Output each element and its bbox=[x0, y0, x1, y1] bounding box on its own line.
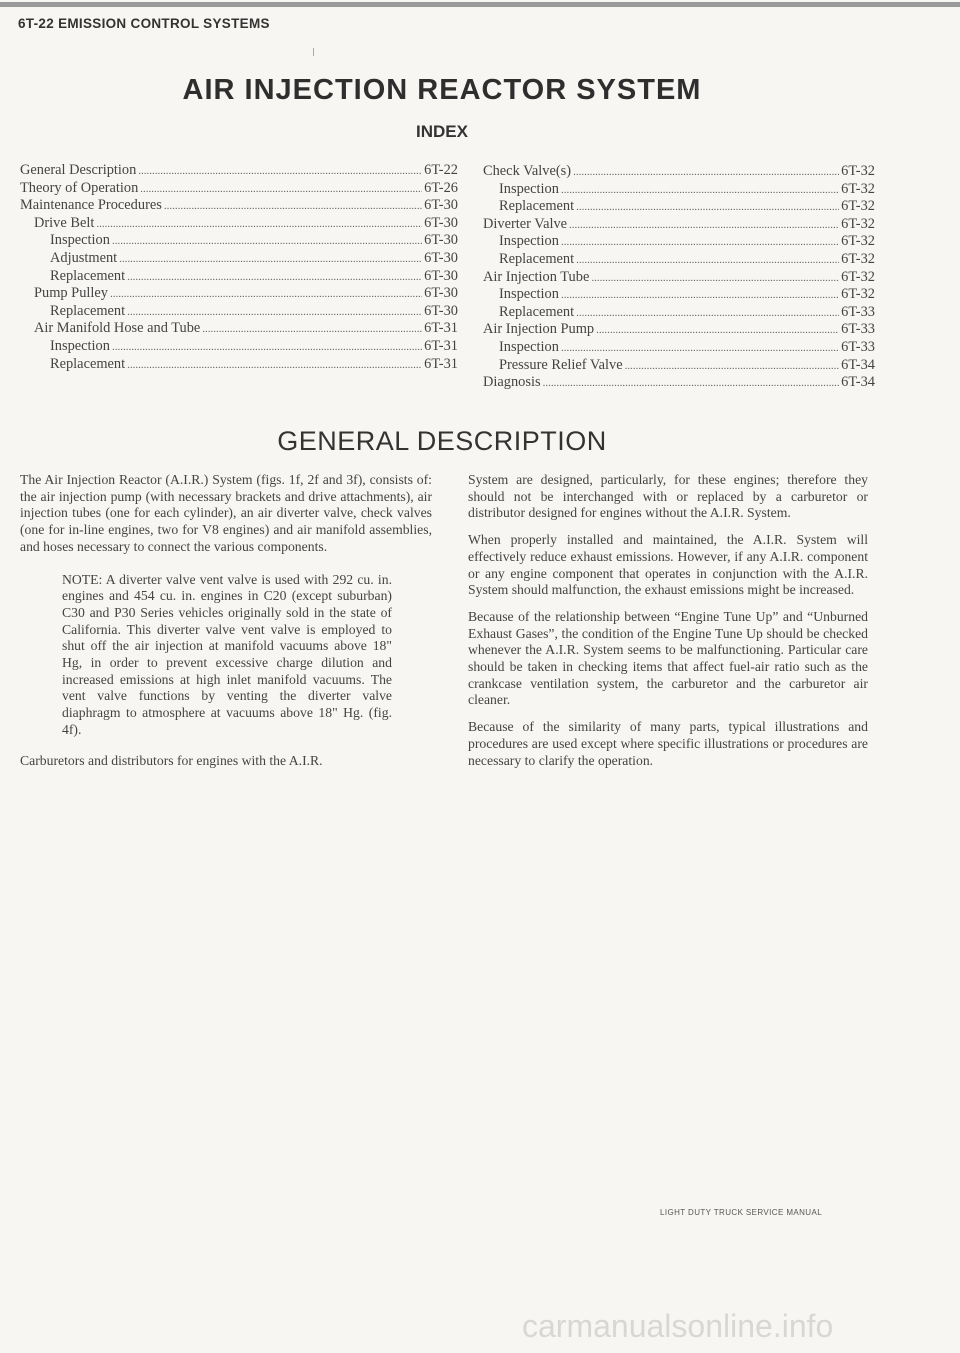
index-entry-page: 6T-34 bbox=[841, 356, 875, 373]
dot-leader bbox=[96, 215, 422, 234]
index-entry-page: 6T-30 bbox=[424, 302, 458, 319]
index-entry-page: 6T-33 bbox=[841, 321, 875, 338]
note-paragraph: NOTE: A diverter valve vent valve is used with 292 cu. in. engines and 454 cu. in. engines in C20 (except suburban) C30 and P30 Series vehicles originally sold in the state of California. This diverter valve vent valve is employed to shut off the air injection at manifold vacuums above 18" Hg, in order to prevent excessive charge dilution and increased emissions at high inlet manifold vacuums. The vent valve functions by venting the diverter valve diaphragm to atmosphere at vacuums above 18" Hg. (fig. 4f). bbox=[62, 571, 392, 737]
dot-leader bbox=[543, 374, 840, 393]
index-entry bbox=[20, 215, 458, 233]
index-entry bbox=[483, 251, 875, 269]
index-entry-label: Replacement bbox=[499, 198, 575, 215]
dot-leader bbox=[561, 339, 839, 358]
index-entry bbox=[20, 356, 458, 374]
dot-leader bbox=[576, 251, 839, 270]
index-entry bbox=[20, 197, 458, 215]
index-entry-page: 6T-22 bbox=[424, 162, 458, 178]
index-entry-page: 6T-32 bbox=[841, 268, 875, 285]
index-entry-page: 6T-26 bbox=[424, 179, 458, 196]
dot-leader bbox=[110, 285, 422, 304]
dot-leader bbox=[127, 268, 422, 287]
index-entry bbox=[483, 181, 875, 199]
index-entry bbox=[483, 339, 875, 357]
index-entry-page: 6T-32 bbox=[841, 163, 875, 179]
scan-mark bbox=[313, 48, 314, 56]
index-entry-label: Replacement bbox=[499, 250, 575, 267]
index-left-column bbox=[20, 162, 458, 373]
paragraph: Because of the relationship between “Engine Tune Up” and “Unburned Exhaust Gases”, the condition of the Engine Tune Up should be checked whenever the A.I.R. System seems to be malfunctioning. Particular care should be taken in checking items that affect fuel-air ratio such as the crankcase ventilation system, the carburetor and the carburetor air cleaner. bbox=[468, 608, 868, 708]
dot-leader bbox=[561, 233, 839, 252]
index-entry-label: General Description bbox=[20, 162, 137, 178]
body-right-column bbox=[468, 472, 868, 779]
index-entry-page: 6T-30 bbox=[424, 232, 458, 249]
index-entry-label: Air Manifold Hose and Tube bbox=[34, 320, 201, 337]
index-entry bbox=[483, 304, 875, 322]
dot-leader bbox=[561, 181, 839, 200]
index-entry-label: Diagnosis bbox=[483, 374, 541, 391]
index-entry-label: Diverter Valve bbox=[483, 215, 568, 232]
index-entry-page: 6T-31 bbox=[424, 337, 458, 354]
index-entry-page: 6T-31 bbox=[424, 355, 458, 372]
index-entry-page: 6T-34 bbox=[841, 374, 875, 391]
dot-leader bbox=[573, 163, 839, 182]
index-entry-label: Inspection bbox=[499, 180, 559, 197]
index-entry-page: 6T-33 bbox=[841, 303, 875, 320]
index-entry-page: 6T-32 bbox=[841, 215, 875, 232]
section-heading: GENERAL DESCRIPTION bbox=[277, 426, 607, 456]
index-entry bbox=[20, 285, 458, 303]
index-entry-page: 6T-30 bbox=[424, 197, 458, 214]
dot-leader bbox=[591, 269, 839, 288]
index-entry bbox=[20, 268, 458, 286]
index-entry-label: Theory of Operation bbox=[20, 179, 139, 196]
index-entry-page: 6T-30 bbox=[424, 214, 458, 231]
index-entry-label: Adjustment bbox=[50, 249, 118, 266]
index-entry-label: Air Injection Pump bbox=[483, 321, 595, 338]
index-entry-label: Maintenance Procedures bbox=[20, 197, 162, 214]
index-entry bbox=[20, 232, 458, 250]
paragraph: System are designed, particularly, for these engines; therefore they should not be interchanged with or replaced by a carburetor or distributor designed for engines without the A.I.R. System. bbox=[468, 472, 868, 521]
index-entry bbox=[483, 269, 875, 287]
page-title: AIR INJECTION REACTOR SYSTEM bbox=[182, 74, 702, 106]
paragraph: Because of the similarity of many parts, typical illustrations and procedures are used except where specific illustrations or procedures are necessary to clarify the operation. bbox=[468, 719, 868, 768]
dot-leader bbox=[576, 304, 839, 323]
index-entry-label: Air Injection Tube bbox=[483, 268, 590, 285]
index-entry-page: 6T-30 bbox=[424, 267, 458, 284]
watermark: carmanualsonline.info bbox=[522, 1308, 834, 1344]
dot-leader bbox=[202, 320, 422, 339]
index-entry-page: 6T-30 bbox=[424, 249, 458, 266]
index-entry-page: 6T-32 bbox=[841, 198, 875, 215]
index-entry-page: 6T-32 bbox=[841, 286, 875, 303]
body-left-column bbox=[20, 472, 432, 779]
dot-leader bbox=[119, 250, 422, 269]
index-entry bbox=[20, 250, 458, 268]
index-entry-label: Inspection bbox=[499, 286, 559, 303]
index-entry-label: Drive Belt bbox=[34, 214, 95, 231]
index-entry bbox=[20, 180, 458, 198]
index-entry-page: 6T-32 bbox=[841, 180, 875, 197]
index-entry bbox=[483, 357, 875, 375]
dot-leader bbox=[576, 198, 839, 217]
paragraph: When properly installed and maintained, the A.I.R. System will effectively reduce exhaust emissions. However, if any A.I.R. component or any engine component that operates in conjunction with the A.I.R. System should malfunction, the exhaust emissions might be increased. bbox=[468, 532, 868, 598]
index-entry-label: Pressure Relief Valve bbox=[499, 356, 623, 373]
index-entry bbox=[20, 320, 458, 338]
index-right-column bbox=[483, 163, 875, 392]
index-entry-label: Pump Pulley bbox=[34, 285, 108, 302]
index-entry bbox=[20, 303, 458, 321]
dot-leader bbox=[625, 357, 840, 376]
dot-leader bbox=[127, 356, 422, 375]
index-entry bbox=[483, 321, 875, 339]
dot-leader bbox=[112, 338, 422, 357]
index-entry bbox=[483, 286, 875, 304]
dot-leader bbox=[138, 162, 422, 181]
index-entry-label: Replacement bbox=[50, 355, 126, 372]
index-entry-label: Inspection bbox=[499, 233, 559, 250]
index-entry bbox=[483, 374, 875, 392]
index-entry bbox=[20, 338, 458, 356]
dot-leader bbox=[569, 216, 839, 235]
index-entry-label: Replacement bbox=[499, 303, 575, 320]
dot-leader bbox=[127, 303, 422, 322]
index-entry-label: Inspection bbox=[50, 232, 110, 249]
running-head: 6T-22 EMISSION CONTROL SYSTEMS bbox=[18, 16, 270, 31]
dot-leader bbox=[561, 286, 839, 305]
index-heading: INDEX bbox=[416, 122, 468, 141]
dot-leader bbox=[164, 197, 422, 216]
dot-leader bbox=[112, 232, 422, 251]
index-entry-label: Replacement bbox=[50, 267, 126, 284]
index-entry bbox=[483, 198, 875, 216]
index-entry bbox=[483, 216, 875, 234]
index-entry bbox=[483, 163, 875, 181]
dot-leader bbox=[596, 321, 839, 340]
index-entry bbox=[483, 233, 875, 251]
index-entry-label: Replacement bbox=[50, 302, 126, 319]
index-entry bbox=[20, 162, 458, 180]
dot-leader bbox=[140, 180, 422, 199]
index-entry-label: Inspection bbox=[499, 338, 559, 355]
index-entry-page: 6T-32 bbox=[841, 233, 875, 250]
index-entry-page: 6T-33 bbox=[841, 338, 875, 355]
paragraph: Carburetors and distributors for engines with the A.I.R. bbox=[20, 752, 323, 768]
top-rule bbox=[0, 2, 960, 7]
index-entry-page: 6T-30 bbox=[424, 285, 458, 302]
index-entry-page: 6T-32 bbox=[841, 250, 875, 267]
footer-manual-name: LIGHT DUTY TRUCK SERVICE MANUAL bbox=[660, 1208, 823, 1217]
index-entry-label: Check Valve(s) bbox=[483, 163, 572, 179]
paragraph: The Air Injection Reactor (A.I.R.) System (figs. 1f, 2f and 3f), consists of: the air injection pump (with necessary brackets and drive attachments), air injection tubes (one for each cylinder), an air diverter valve, check valves (one for in-line engines, two for V8 engines) and air manifold assemblies, and hoses necessary to connect the various components. bbox=[20, 472, 432, 554]
index-entry-page: 6T-31 bbox=[424, 320, 458, 337]
index-entry-label: Inspection bbox=[50, 337, 110, 354]
